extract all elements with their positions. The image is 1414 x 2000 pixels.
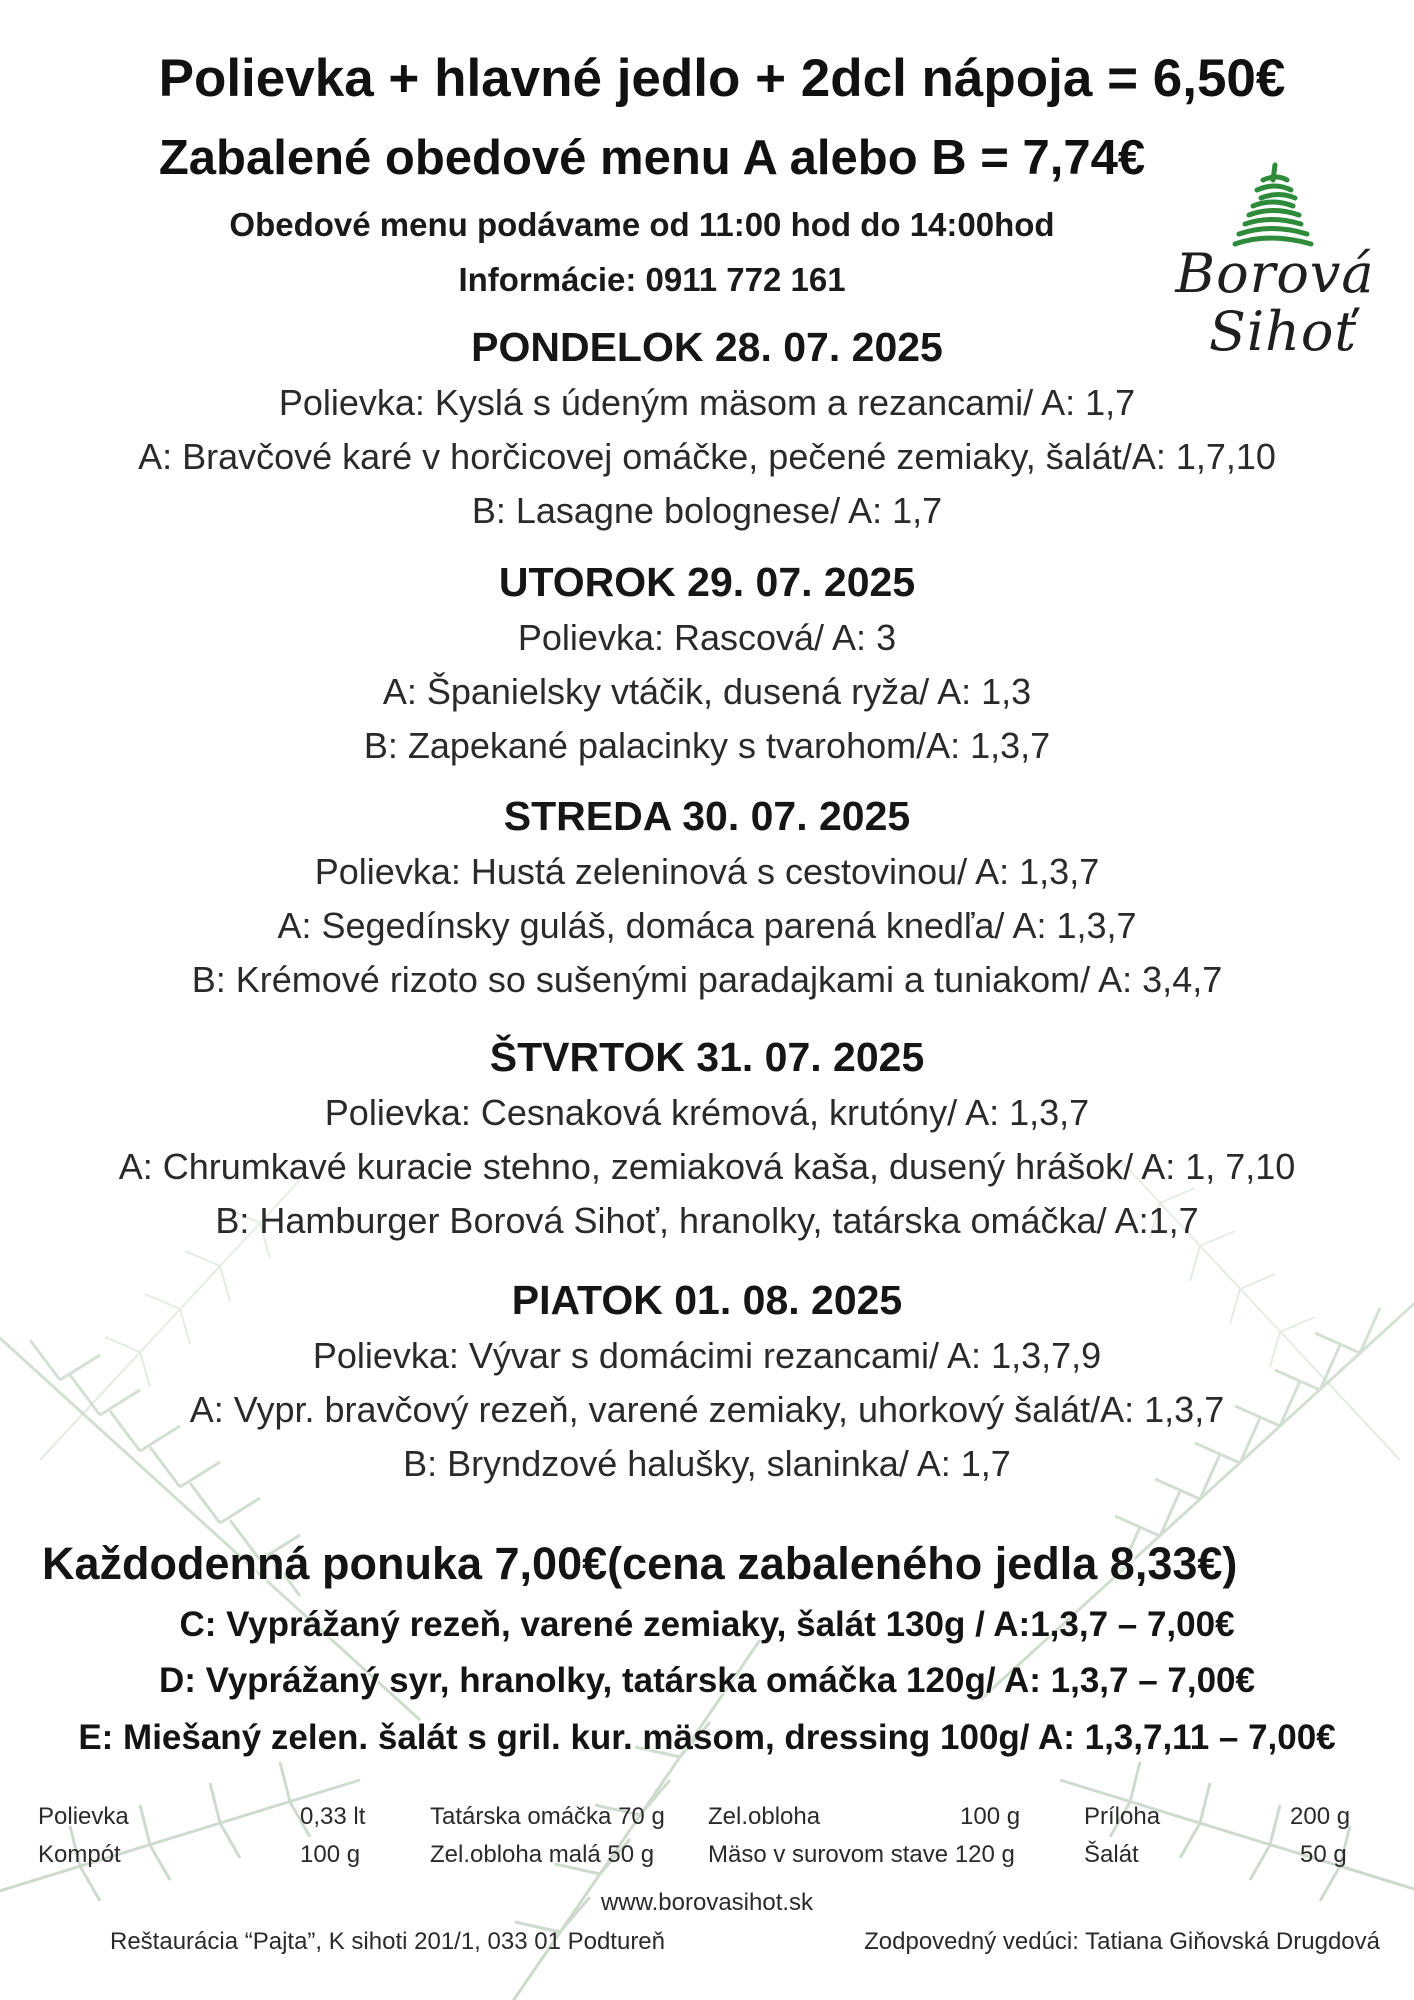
soup-line: Polievka: Vývar s domácimi rezancami/ A: 1,3,7,9 (312, 1335, 1102, 1376)
soup-line: Polievka: Rascová/ A: 3 (517, 617, 897, 658)
logo-text-sihot: Sihoť (1208, 300, 1358, 363)
combo-price-heading: Polievka + hlavné jedlo + 2dcl nápoja = 6,50€ (158, 49, 1286, 108)
day-title: UTOROK 29. 07. 2025 (498, 559, 916, 605)
daily-offer-heading: Každodenná ponuka 7,00€(cena zabaleného jedla 8,33€) (42, 1538, 1238, 1589)
soup-line: Polievka: Hustá zeleninová s cestovinou/ A: 1,3,7 (314, 851, 1100, 892)
manager-name: Zodpovedný vedúci: Tatiana Giňovská Drugdová (864, 1928, 1380, 1955)
day-block-tuesday (0, 553, 1414, 773)
pine-tree-icon (1165, 160, 1385, 250)
portion-label: Zel.obloha malá 50 g (430, 1841, 655, 1868)
meal-a-line: A: Vypr. bravčový rezeň, varené zemiaky, uhorkový šalát/A: 1,3,7 (189, 1389, 1225, 1430)
meal-b-line: B: Hamburger Borová Sihoť, hranolky, tatárska omáčka/ A:1,7 (215, 1200, 1199, 1241)
daily-item-c: C: Vyprážaný rezeň, varené zemiaky, šalát 130g / A:1,3,7 – 7,00€ (179, 1605, 1235, 1644)
portion-label: Zel.obloha (708, 1803, 821, 1830)
day-block-wednesday (0, 787, 1414, 1007)
day-block-monday (0, 318, 1414, 538)
day-title: PONDELOK 28. 07. 2025 (471, 324, 943, 370)
meal-b-line: B: Krémové rizoto so sušenými paradajkami a tuniakom/ A: 3,4,7 (191, 959, 1223, 1000)
portion-label: Polievka (38, 1803, 129, 1830)
logo-text-borova: Borová (1175, 242, 1375, 305)
portion-value: 200 g (1290, 1803, 1351, 1830)
day-title: PIATOK 01. 08. 2025 (511, 1277, 903, 1323)
soup-line: Polievka: Cesnaková krémová, krutóny/ A: 1,3,7 (324, 1092, 1090, 1133)
meal-b-line: B: Bryndzové halušky, slaninka/ A: 1,7 (403, 1443, 1011, 1484)
portion-value: 100 g (960, 1803, 1021, 1830)
soup-line: Polievka: Kyslá s údeným mäsom a rezancami/ A: 1,7 (278, 382, 1136, 423)
daily-item-d: D: Vyprážaný syr, hranolky, tatárska omáčka 120g/ A: 1,3,7 – 7,00€ (159, 1661, 1255, 1700)
meal-a-line: A: Bravčové karé v horčicovej omáčke, pečené zemiaky, šalát/A: 1,7,10 (138, 436, 1276, 477)
daily-item-e: E: Miešaný zelen. šalát s gril. kur. mäsom, dressing 100g/ A: 1,3,7,11 – 7,00€ (78, 1718, 1336, 1757)
meal-a-line: A: Španielsky vtáčik, dusená ryža/ A: 1,3 (382, 671, 1032, 712)
website-link[interactable]: www.borovasihot.sk (600, 1889, 814, 1916)
portion-value: 0,33 lt (300, 1803, 366, 1830)
info-phone: Informácie: 0911 772 161 (458, 261, 846, 298)
portion-label: Tatárska omáčka 70 g (430, 1803, 665, 1830)
meal-b-line: B: Zapekané palacinky s tvarohom/A: 1,3,7 (363, 725, 1051, 766)
portion-label: Príloha (1084, 1803, 1161, 1830)
meal-b-line: B: Lasagne bolognese/ A: 1,7 (471, 490, 943, 531)
portion-label: Šalát (1084, 1841, 1139, 1868)
portion-label: Kompót (38, 1841, 121, 1868)
portion-label: Mäso v surovom stave 120 g (708, 1841, 1015, 1868)
day-block-friday (0, 1271, 1414, 1491)
portion-value: 50 g (1300, 1841, 1347, 1868)
packed-menu-price-heading: Zabalené obedové menu A alebo B = 7,74€ (158, 131, 1146, 185)
restaurant-address: Reštaurácia “Pajta”, K sihoti 201/1, 033 01 Podtureň (110, 1928, 665, 1955)
day-title: ŠTVRTOK 31. 07. 2025 (489, 1034, 925, 1080)
portion-value: 100 g (300, 1841, 361, 1868)
serving-hours: Obedové menu podávame od 11:00 hod do 14:00hod (229, 206, 1055, 243)
meal-a-line: A: Segedínsky guláš, domáca parená knedľa/ A: 1,3,7 (277, 905, 1137, 946)
meal-a-line: A: Chrumkavé kuracie stehno, zemiaková kaša, dusený hrášok/ A: 1, 7,10 (118, 1146, 1296, 1187)
day-title: STREDA 30. 07. 2025 (503, 793, 911, 839)
day-block-thursday (0, 1028, 1414, 1248)
